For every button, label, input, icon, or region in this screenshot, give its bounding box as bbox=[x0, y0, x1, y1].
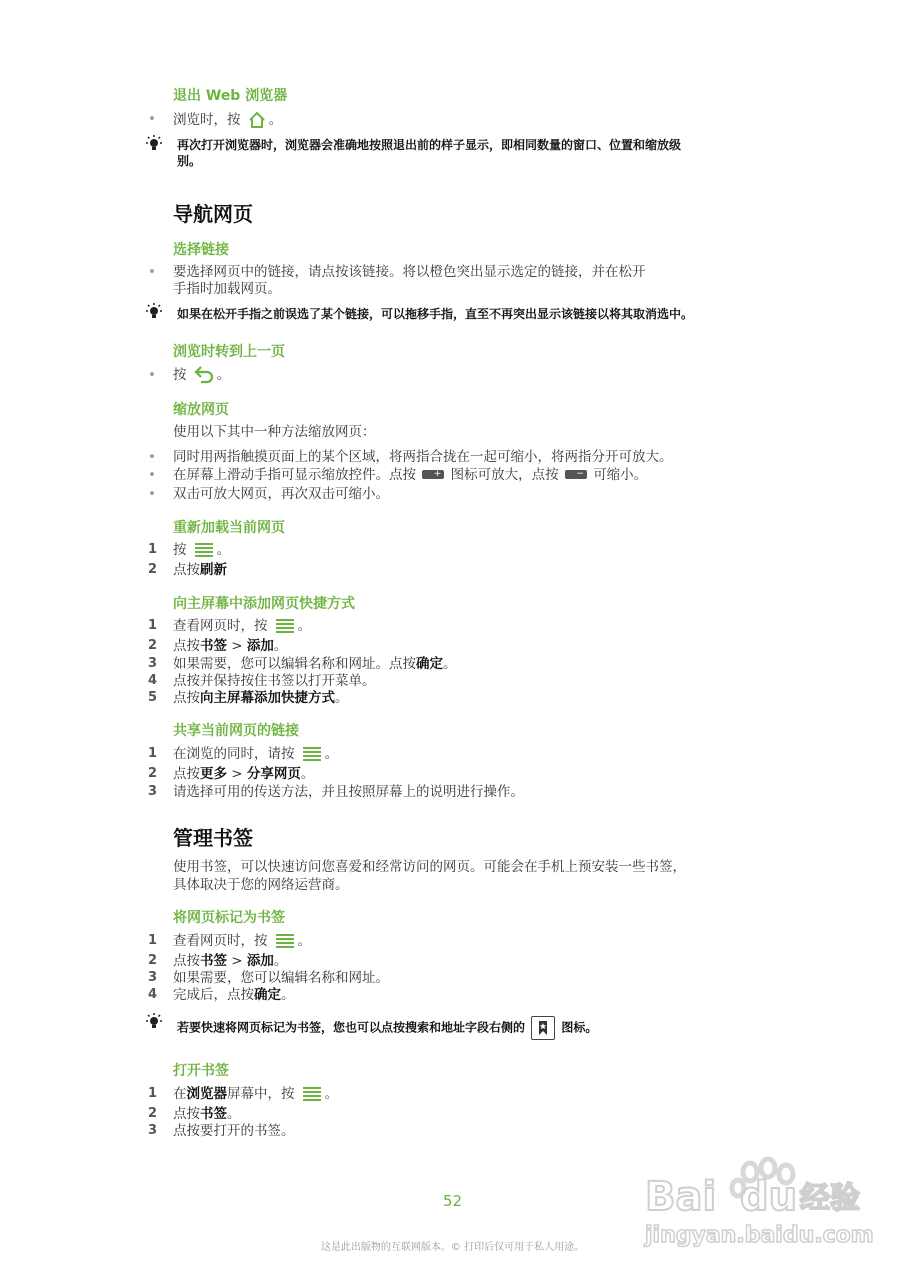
reload-heading: 重新加载当前网页 bbox=[173, 520, 285, 536]
exit-heading: 退出 Web 浏览器 bbox=[173, 88, 288, 104]
bold-text: 向主屏幕添加快捷方式 bbox=[200, 690, 335, 706]
text: 。 bbox=[324, 746, 339, 762]
text: 。 bbox=[227, 1106, 241, 1122]
zoom-heading: 缩放网页 bbox=[173, 402, 229, 418]
baidu-watermark bbox=[640, 1150, 880, 1250]
menu-icon bbox=[274, 617, 296, 635]
bold-text: 刷新 bbox=[200, 562, 227, 578]
text: 图标。 bbox=[561, 1020, 598, 1035]
exit-tip: 再次打开浏览器时，浏览器会准确地按照退出前的样子显示，即相同数量的窗口、位置和缩放级 bbox=[177, 138, 682, 152]
text: 点按 bbox=[173, 690, 200, 706]
step-number: 3 bbox=[148, 1123, 158, 1138]
bookmark-tip bbox=[177, 1016, 597, 1040]
bookmark-icon bbox=[531, 1016, 555, 1040]
zoom-intro: 使用以下其中一种方法缩放网页： bbox=[173, 424, 376, 440]
text: 查看网页时，按 bbox=[173, 618, 268, 634]
bold-text: 确定 bbox=[254, 987, 281, 1003]
open-step-1 bbox=[173, 1085, 338, 1103]
select-tip: 如果在松开手指之前误选了某个链接，可以拖移手指，直至不再突出显示该链接以将其取消选中。 bbox=[177, 307, 694, 321]
zoom-out-icon: − bbox=[565, 470, 587, 479]
zoom-bullet-2 bbox=[173, 466, 647, 484]
step-number: 3 bbox=[148, 970, 158, 985]
text: 可缩小。 bbox=[593, 467, 648, 483]
section-title-bookmarks: 管理书签 bbox=[173, 826, 253, 850]
page-number: 52 bbox=[442, 1192, 463, 1210]
open-step-2 bbox=[173, 1105, 241, 1123]
bold-text: 浏览器 bbox=[186, 1086, 227, 1102]
svg-text:经验: 经验 bbox=[800, 1181, 860, 1216]
shortcut-heading: 向主屏幕中添加网页快捷方式 bbox=[173, 596, 355, 612]
select-line2: 手指时加载网页。 bbox=[173, 281, 281, 297]
mark-step-3: 如果需要，您可以编辑名称和网址。 bbox=[173, 970, 389, 986]
bullet: • bbox=[148, 367, 156, 383]
bookmarks-intro-1: 使用书签，可以快速访问您喜爱和经常访问的网页。可能会在手机上预安装一些书签， bbox=[173, 859, 686, 875]
step-number: 1 bbox=[148, 1086, 158, 1101]
zoom-in-icon: + bbox=[422, 470, 444, 479]
bookmarks-intro-2: 具体取决于您的网络运营商。 bbox=[173, 877, 349, 893]
menu-icon bbox=[274, 932, 296, 950]
step-number: 5 bbox=[148, 690, 158, 705]
zoom-bullet-3: 双击可放大网页，再次双击可缩小。 bbox=[173, 486, 389, 502]
tip-icon bbox=[144, 1012, 164, 1032]
shortcut-step-3 bbox=[173, 655, 457, 673]
bullet: • bbox=[148, 467, 156, 483]
section-title-nav: 导航网页 bbox=[173, 202, 253, 226]
text: 浏览时，按 bbox=[173, 112, 241, 128]
text: 。 bbox=[268, 112, 283, 128]
svg-text:du: du bbox=[740, 1174, 798, 1220]
text: 。 bbox=[297, 933, 312, 949]
step-number: 2 bbox=[148, 638, 158, 653]
step-number: 1 bbox=[148, 746, 158, 761]
text: 按 bbox=[173, 542, 187, 558]
shortcut-step-2 bbox=[173, 637, 287, 655]
text: 。 bbox=[324, 1086, 339, 1102]
step-number: 1 bbox=[148, 542, 158, 557]
tip-icon bbox=[144, 134, 164, 154]
exit-bullet-text bbox=[173, 110, 282, 130]
shortcut-step-4: 点按并保持按住书签以打开菜单。 bbox=[173, 673, 376, 689]
bullet: • bbox=[148, 449, 156, 465]
step-number: 4 bbox=[148, 987, 158, 1002]
step-number: 1 bbox=[148, 933, 158, 948]
text: 。 bbox=[335, 690, 349, 706]
select-line1: 要选择网页中的链接，请点按该链接。将以橙色突出显示选定的链接，并在松开 bbox=[173, 264, 646, 280]
text: 点按 bbox=[173, 766, 200, 782]
step-number: 2 bbox=[148, 562, 158, 577]
reload-step-1 bbox=[173, 541, 230, 559]
mark-step-4 bbox=[173, 986, 295, 1004]
share-step-1 bbox=[173, 745, 338, 763]
text: 。 bbox=[216, 367, 231, 383]
step-number: 2 bbox=[148, 953, 158, 968]
text: 查看网页时，按 bbox=[173, 933, 268, 949]
reload-step-2 bbox=[173, 561, 227, 579]
step-number: 2 bbox=[148, 1106, 158, 1121]
bold-text: 分享网页 bbox=[246, 766, 301, 782]
text: 。 bbox=[273, 953, 288, 969]
shortcut-step-5 bbox=[173, 689, 349, 707]
share-step-3: 请选择可用的传送方法，并且按照屏幕上的说明进行操作。 bbox=[173, 784, 524, 800]
back-icon bbox=[193, 366, 215, 384]
text: 。 bbox=[273, 638, 288, 654]
text: 。 bbox=[297, 618, 312, 634]
step-number: 4 bbox=[148, 673, 158, 688]
text: > bbox=[227, 766, 247, 782]
text: 按 bbox=[173, 367, 187, 383]
text: > bbox=[227, 953, 247, 969]
mark-step-1 bbox=[173, 932, 311, 950]
shortcut-step-1 bbox=[173, 617, 311, 635]
text: 点按 bbox=[173, 638, 200, 654]
text: 若要快速将网页标记为书签，您也可以点按搜索和地址字段右侧的 bbox=[177, 1020, 526, 1035]
open-bookmark-heading: 打开书签 bbox=[173, 1063, 229, 1079]
text: > bbox=[227, 638, 247, 654]
text: 点按 bbox=[173, 1106, 200, 1122]
text: 点按 bbox=[173, 953, 200, 969]
step-number: 2 bbox=[148, 766, 158, 781]
share-step-2 bbox=[173, 765, 314, 783]
text: 完成后，点按 bbox=[173, 987, 254, 1003]
text: 在浏览的同时，请按 bbox=[173, 746, 295, 762]
bold-text: 书签 bbox=[200, 953, 227, 969]
select-link-heading: 选择链接 bbox=[173, 242, 229, 258]
text: 。 bbox=[216, 542, 231, 558]
bold-text: 添加 bbox=[246, 953, 274, 969]
text: 如果需要，您可以编辑名称和网址。点按 bbox=[173, 656, 416, 672]
svg-text:jingyan.baidu.com: jingyan.baidu.com bbox=[645, 1223, 874, 1248]
exit-tip-cont: 别。 bbox=[177, 154, 202, 168]
mark-step-2 bbox=[173, 952, 287, 970]
footer-note: 这是此出版物的互联网版本。© 打印后仅可用于私人用途。 bbox=[320, 1242, 585, 1253]
zoom-bullet-1: 同时用两指触摸页面上的某个区域，将两指合拢在一起可缩小，将两指分开可放大。 bbox=[173, 449, 673, 465]
bold-text: 书签 bbox=[200, 638, 227, 654]
share-heading: 共享当前网页的链接 bbox=[173, 723, 299, 739]
step-number: 3 bbox=[148, 656, 158, 671]
step-number: 3 bbox=[148, 784, 158, 799]
text: 。 bbox=[281, 987, 295, 1003]
text: 屏幕中，按 bbox=[227, 1086, 295, 1102]
step-number: 1 bbox=[148, 618, 158, 633]
text: 。 bbox=[443, 656, 457, 672]
open-step-3: 点按要打开的书签。 bbox=[173, 1123, 295, 1139]
text: 。 bbox=[300, 766, 315, 782]
back-bullet-text bbox=[173, 366, 230, 384]
home-icon bbox=[247, 110, 267, 130]
menu-icon bbox=[193, 541, 215, 559]
tip-icon bbox=[144, 302, 164, 322]
menu-icon bbox=[301, 1085, 323, 1103]
text: 图标可放大，点按 bbox=[450, 467, 559, 483]
back-heading: 浏览时转到上一页 bbox=[173, 344, 285, 360]
bold-text: 添加 bbox=[246, 638, 274, 654]
bold-text: 更多 bbox=[200, 766, 227, 782]
text: 在 bbox=[173, 1086, 187, 1102]
bullet: • bbox=[148, 486, 156, 502]
bold-text: 确定 bbox=[416, 656, 443, 672]
bold-text: 书签 bbox=[200, 1106, 227, 1122]
svg-text:Bai: Bai bbox=[645, 1174, 717, 1220]
menu-icon bbox=[301, 745, 323, 763]
mark-heading: 将网页标记为书签 bbox=[173, 910, 285, 926]
text: 在屏幕上滑动手指可显示缩放控件。点按 bbox=[173, 467, 416, 483]
bullet: • bbox=[148, 264, 156, 280]
bullet: • bbox=[148, 111, 156, 127]
text: 点按 bbox=[173, 562, 200, 578]
